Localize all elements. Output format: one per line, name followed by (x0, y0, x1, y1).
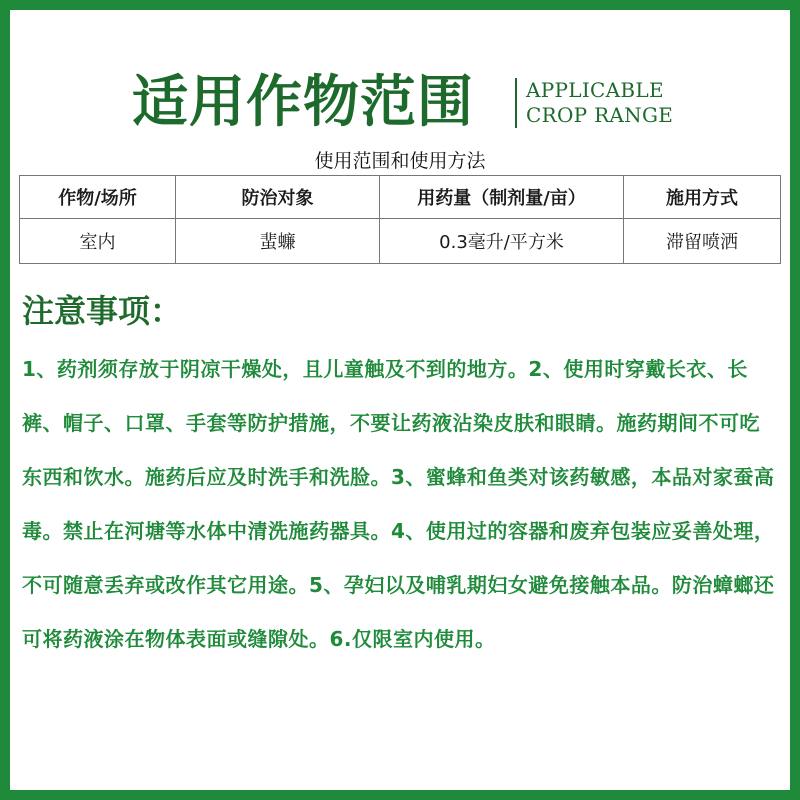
cell-target: 蜚蠊 (176, 219, 380, 264)
title-row (10, 70, 790, 140)
english-title-line-2: CROP RANGE (526, 103, 674, 127)
page-title: 适用作物范围 (132, 69, 474, 135)
usage-table (19, 175, 781, 264)
column-header-dosage: 用药量（制剂量/亩） (380, 176, 624, 219)
subtitle: 使用范围和使用方法 (314, 150, 486, 172)
notice-heading: 注意事项： (22, 292, 183, 330)
title-divider (515, 78, 517, 128)
column-header-crop: 作物/场所 (20, 176, 176, 219)
cell-crop: 室内 (20, 219, 176, 264)
english-title-line-1: APPLICABLE (526, 78, 664, 102)
column-header-target: 防治对象 (176, 176, 380, 219)
table-row (20, 219, 781, 264)
english-title (526, 78, 673, 128)
cell-method: 滞留喷洒 (624, 219, 781, 264)
notice-body: 1、药剂须存放于阴凉干燥处，且儿童触及不到的地方。2、使用时穿戴长衣、长裤、帽子、口罩、手套等防护措施，不要让药液沾染皮肤和眼睛。施药期间不可吃东西和饮水。施药后应及时洗手和洗脸。3、蜜蜂和鱼类对该药敏感，本品对家蚕高毒。禁止在河塘等水体中清洗施药器具。4、使用过的容器和废弃包装应妥善处理，不可随意丢弃或改作其它用途。5、孕妇以及哺乳期妇女避免接触本品。防治蟑螂还可将药液涂在物体表面或缝隙处。6.仅限室内使用。 (22, 357, 775, 651)
table-header-row (20, 176, 781, 219)
info-card (10, 10, 790, 790)
cell-dosage: 0.3毫升/平方米 (380, 219, 624, 264)
column-header-method: 施用方式 (624, 176, 781, 219)
